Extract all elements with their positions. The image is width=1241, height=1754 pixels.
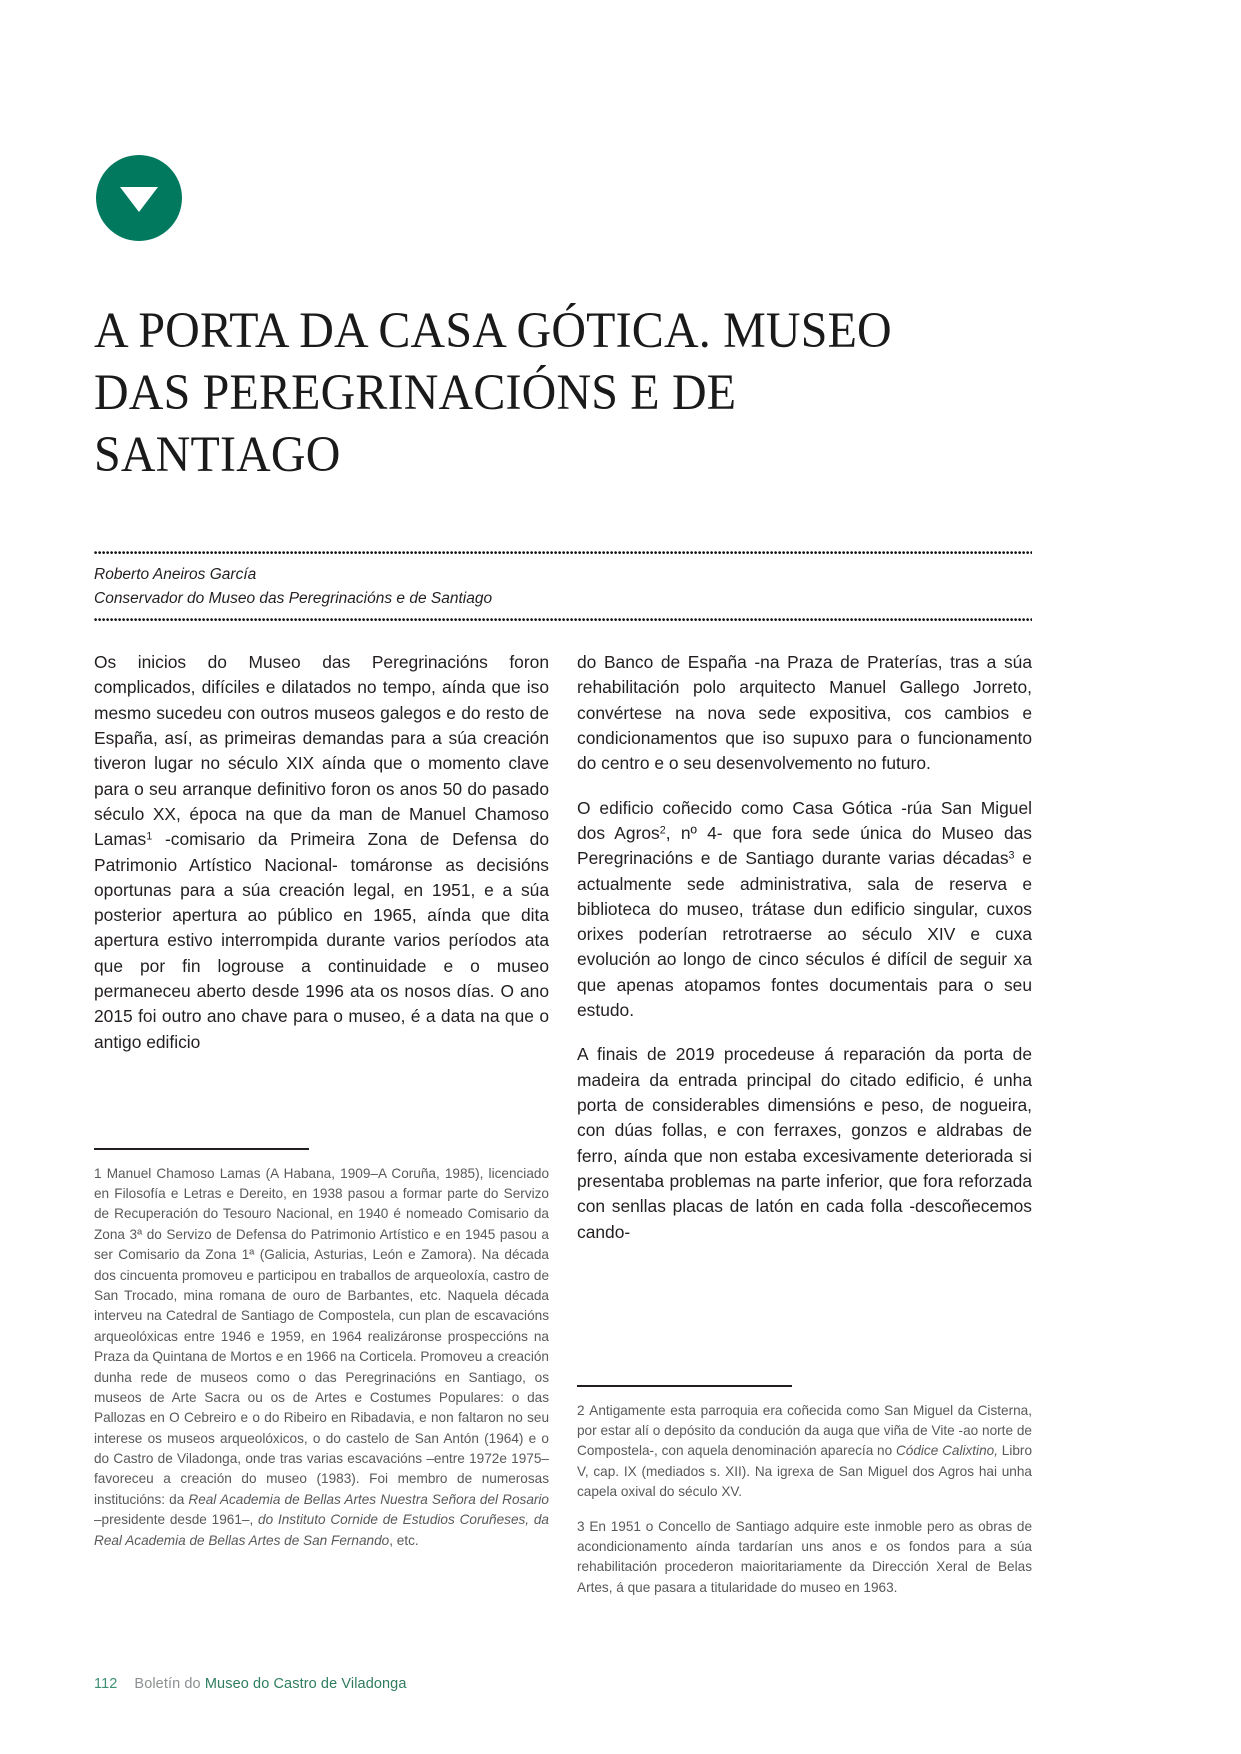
paragraph: A finais de 2019 procedeuse á reparación da porta de madeira da entrada principal do citado edificio, é unha porta de considerables dimensións e peso, de nogueira, con dúas follas, e con ferraxes, gonzos e aldrabas de ferro, aínda que non estaba excesivamente deteriorada si presentaba problemas na parte inferior, que fora reforzada con senllas placas de latón en cada folla -descoñecemos cando- [577, 1044, 1032, 1242]
footnote-item: 3 En 1951 o Concello de Santiago adquire este inmoble pero as obras de acondicionamento aínda tardarían uns anos e os fondos para a súa rehabilitación procederon maioritariamente da Dirección Xeral de Belas Artes, á que pasara a titularidade do museo en 1963. [577, 1518, 1033, 1595]
page-number: 112 [94, 1676, 118, 1692]
footnote-item: 1 Manuel Chamoso Lamas (A Habana, 1909–A Coruña, 1985), licenciado en Filosofía e Letras e Dereito, en 1938 pasou a formar parte do Servizo de Recuperación do Tesouro Nacional, en 1940 é nomeado Comisario da Zona 3ª do Servizo de Defensa do Patrimonio Artístico e en 1945 pasou a ser Comisario da Zona 1ª (Galicia, Asturias, León e Zamora). Na década dos cincuenta promoveu e participou en traballos de arqueoloxía, castro de San Trocado, mina romana de ouro de Barbantes, etc. Naquela década interveu na Catedral de Santiago de Compostela, cun plan de escavacións arqueolóxicas entre 1946 e 1959, en 1964 realizáronse prospeccións na Praza da Quintana de Mortos e en 1966 na Corticela. Promoveu a creación dunha rede de museos como o das Peregrinacións en Santiago, os museos de Arte Sacra ou os de Artes e Costumes Populares: o das Pallozas en O Cebreiro e o do Ribeiro en Ribadavia, e non faltaron no seu interese os museos arqueolóxicos, o do castelo de San Antón (1964) e o do Castro de Viladonga, onde tras varias escavacións –entre 1972e 1975– favoreceu a creación do museo (1983). Foi membro de numerosas institucións: da Real Academia de Bellas Artes Nuestra Señora del Rosario –presidente desde 1961–, do Instituto Cornide de Estudios Coruñeses, da Real Academia de Bellas Artes de San Fernando, etc. [94, 1165, 550, 1548]
page-title: A PORTA DA CASA GÓTICA. MUSEO DAS PEREGRINACIÓNS E DE SANTIAGO [94, 303, 892, 484]
page-footer [94, 1676, 407, 1692]
footnote-marker-3[interactable]: 3 [1008, 849, 1015, 862]
footnotes-left [94, 1148, 549, 1551]
publication-line: Boletín do Museo do Castro de Viladonga [134, 1676, 407, 1692]
footnotes-right [577, 1385, 1032, 1598]
publication-brand: Museo do Castro de Viladonga [204, 1676, 407, 1692]
body-column-left [94, 650, 549, 1055]
footnote-marker-1[interactable]: 1 [146, 830, 153, 843]
down-triangle-glyph [120, 187, 158, 212]
circle-down-triangle-icon [96, 155, 182, 241]
body-column-right [577, 650, 1032, 1245]
byline-author: Roberto Aneiros García [94, 566, 257, 583]
byline-rule-top [94, 551, 1032, 556]
footnote-separator [94, 1148, 309, 1150]
footnote-separator [577, 1385, 792, 1387]
footnote-marker-2[interactable]: 2 [659, 824, 666, 837]
byline-role: Conservador do Museo das Peregrinacións e de Santiago [94, 589, 493, 607]
paragraph: do Banco de España -na Praza de Praterías, tras a súa rehabilitación polo arquitecto Manuel Gallego Jorreto, convértese na nova sede expositiva, cos cambios e condicionamentos que iso supuxo para o funcionamento do centro e o seu desenvolvemento no futuro. [577, 652, 1032, 774]
paragraph: O edificio coñecido como Casa Gótica -rúa San Miguel dos Agros$^2$, nº 4- que fora sede única do Museo das Peregrinacións e de Santiago durante varias décadas$^3$ e actualmente sede administrativa, sala de reserva e biblioteca do museo, trátase dun edificio singular, cuxos orixes poderían retrotraerse ao século XIV e cuxa evolución ao longo de cinco séculos é difícil de seguir xa que apenas atopamos fontes documentais para o seu estudo. [577, 797, 1033, 1021]
section-mark [96, 155, 182, 241]
byline-rule-bottom [94, 618, 1032, 623]
byline [94, 563, 794, 610]
footnote-item: 2 Antigamente esta parroquia era coñecida como San Miguel da Cisterna, por estar alí o depósito da condución da auga que viña de Vite -ao norte de Compostela-, con aquela denominación aparecía no Códice Calixtino, Libro V, cap. IX (mediados s. XII). Na igrexa de San Miguel dos Agros hai unha capela oxival do século XV. [577, 1402, 1033, 1500]
paragraph: Os inicios do Museo das Peregrinacións foron complicados, difíciles e dilatados no tempo, aínda que iso mesmo sucedeu con outros museos galegos e do resto de España, así, as primeiras demandas para a súa creación tiveron lugar no século XIX aínda que o momento clave para o seu arranque definitivo foron os anos 50 do pasado século XX, época na que da man de Manuel Chamoso Lamas$^1$ -comisario da Primeira Zona de Defensa do Patrimonio Artístico Nacional- tomáronse as decisións oportunas para a súa creación legal, en 1951, e a súa posterior apertura ao público en 1965, aínda que dita apertura estivo interrompida durante varios períodos ata que por fin logrouse a continuidade e o museo permaneceu aberto desde 1996 ata os nosos días. O ano 2015 foi outro ano chave para o museo, é a data na que o antigo edificio [94, 652, 549, 1052]
